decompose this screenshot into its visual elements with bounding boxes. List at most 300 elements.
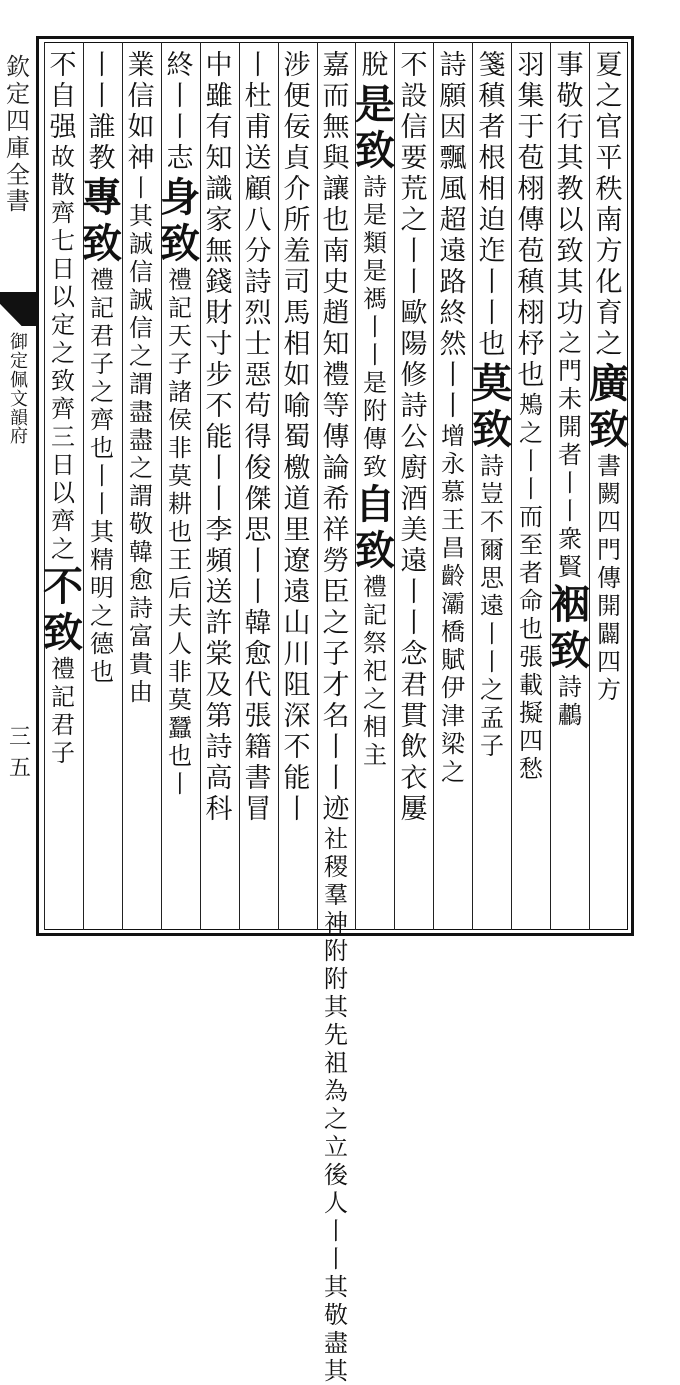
annotation-char: 丨 — [558, 469, 582, 497]
annotation-char: 闢 — [597, 620, 621, 648]
text-char: 喻 — [283, 391, 311, 422]
text-char: 教 — [556, 174, 584, 205]
text-char: 于 — [517, 112, 545, 143]
text-char: 迫 — [478, 205, 506, 236]
text-char: 苞 — [517, 143, 545, 174]
annotation-char: 其 — [324, 1357, 348, 1385]
annotation-char: 散 — [51, 171, 75, 199]
annotation-char: 也 — [90, 658, 114, 686]
annotation-char: 王 — [441, 506, 465, 534]
text-char: 丨 — [439, 391, 467, 422]
text-char: 終 — [439, 298, 467, 329]
text-char: 荒 — [400, 174, 428, 205]
annotation-char: 后 — [168, 574, 192, 602]
headword-char: 專 — [82, 174, 122, 221]
annotation-char: 丨 — [324, 1245, 348, 1273]
annotation-char: 門 — [597, 536, 621, 564]
text-char: 苟 — [244, 391, 272, 422]
text-char: 許 — [205, 608, 233, 639]
text-column — [121, 52, 161, 924]
text-char: 蜀 — [283, 422, 311, 453]
text-char: 脫 — [361, 50, 389, 81]
text-char: 迮 — [478, 236, 506, 267]
text-char: 超 — [439, 205, 467, 236]
text-char: 君 — [400, 670, 428, 701]
text-char: 司 — [283, 267, 311, 298]
annotation-char: 爾 — [480, 536, 504, 564]
text-char: 之 — [595, 81, 623, 112]
text-char: 傳 — [517, 205, 545, 236]
text-char: 衣 — [400, 763, 428, 794]
headword-char: 是 — [355, 81, 395, 128]
text-char: 功 — [556, 298, 584, 329]
text-char: 貞 — [283, 143, 311, 174]
text-char: 如 — [127, 112, 155, 143]
text-char: 飄 — [439, 143, 467, 174]
text-char: 稹 — [517, 267, 545, 298]
annotation-char: 鴂 — [519, 391, 543, 419]
headword-char: 身 — [160, 174, 200, 221]
text-char: 阻 — [283, 670, 311, 701]
text-char: 籍 — [244, 732, 272, 763]
annotation-char: 先 — [324, 1021, 348, 1049]
text-char: 烈 — [244, 298, 272, 329]
annotation-char: 其 — [324, 993, 348, 1021]
text-char: 廚 — [400, 453, 428, 484]
text-char: 書 — [244, 763, 272, 794]
annotation-char: 祖 — [324, 1049, 348, 1077]
text-char: 深 — [283, 701, 311, 732]
text-char: 業 — [127, 50, 155, 81]
text-char: 迹 — [322, 794, 350, 825]
text-char: 思 — [244, 515, 272, 546]
text-char: 丨 — [400, 236, 428, 267]
text-char: 集 — [517, 81, 545, 112]
text-char: 相 — [283, 329, 311, 360]
headword-char: 不 — [43, 563, 83, 610]
text-char: 丨 — [166, 81, 194, 112]
annotation-char: 之 — [519, 419, 543, 447]
annotation-char: 之 — [90, 378, 114, 406]
annotation-char: 定 — [51, 311, 75, 339]
text-column — [316, 50, 356, 1385]
text-char: 杜 — [244, 81, 272, 112]
text-char: 論 — [322, 453, 350, 484]
headword-char: 致 — [160, 220, 200, 267]
annotation-char: 也 — [168, 742, 192, 770]
annotation-char: 記 — [51, 683, 75, 711]
annotation-char: 稷 — [324, 853, 348, 881]
annotation-char: 丨 — [519, 447, 543, 475]
annotation-char: 人 — [168, 630, 192, 658]
text-column — [433, 52, 473, 924]
text-char: 致 — [556, 236, 584, 267]
annotation-char: 橋 — [441, 618, 465, 646]
text-char: 得 — [244, 422, 272, 453]
text-column — [160, 52, 200, 924]
annotation-char: 是 — [363, 369, 387, 397]
text-char: 歐 — [400, 298, 428, 329]
headword-char: 致 — [43, 609, 83, 656]
text-char: 勞 — [322, 546, 350, 577]
text-char: 南 — [322, 236, 350, 267]
text-char: 如 — [283, 360, 311, 391]
annotation-char: 之 — [129, 342, 153, 370]
annotation-char: 富 — [129, 622, 153, 650]
annotation-char: 莫 — [168, 462, 192, 490]
text-char: 不 — [49, 50, 77, 81]
annotation-char: 詩 — [129, 594, 153, 622]
text-char: 丨 — [322, 732, 350, 763]
annotation-char: 也 — [519, 615, 543, 643]
annotation-char: 之 — [51, 535, 75, 563]
text-char: 送 — [205, 577, 233, 608]
annotation-char: 丨 — [519, 475, 543, 503]
text-char: 丨 — [400, 608, 428, 639]
annotation-char: 附 — [363, 397, 387, 425]
headword-char: 致 — [589, 406, 629, 453]
text-char: 之 — [400, 205, 428, 236]
text-char: 箋 — [478, 50, 506, 81]
annotation-char: 張 — [519, 643, 543, 671]
annotation-char: 蠶 — [168, 714, 192, 742]
annotation-char: 祀 — [363, 657, 387, 685]
annotation-char: 德 — [90, 630, 114, 658]
annotation-char: 永 — [441, 450, 465, 478]
text-char: 路 — [439, 267, 467, 298]
annotation-char: 記 — [90, 294, 114, 322]
annotation-char: 謂 — [129, 482, 153, 510]
text-char: 分 — [244, 236, 272, 267]
annotation-char: 日 — [51, 451, 75, 479]
text-char: 丨 — [439, 360, 467, 391]
annotation-char: 明 — [90, 574, 114, 602]
text-char: 馬 — [283, 298, 311, 329]
text-char: 川 — [283, 639, 311, 670]
annotation-char: 鷫 — [558, 701, 582, 729]
annotation-char: 齡 — [441, 562, 465, 590]
text-char: 神 — [127, 143, 155, 174]
annotation-char: 羣 — [324, 881, 348, 909]
annotation-char: 齊 — [51, 507, 75, 535]
text-char: 趙 — [322, 298, 350, 329]
text-char: 之 — [595, 329, 623, 360]
text-char: 誰 — [88, 112, 116, 143]
annotation-char: 是 — [363, 201, 387, 229]
annotation-char: 至 — [519, 531, 543, 559]
text-char: 有 — [205, 112, 233, 143]
annotation-char: 而 — [519, 503, 543, 531]
text-char: 貫 — [400, 701, 428, 732]
annotation-char: 諸 — [168, 378, 192, 406]
text-char: 士 — [244, 329, 272, 360]
annotation-char: 孟 — [480, 704, 504, 732]
annotation-char: 之 — [558, 329, 582, 357]
text-char: 化 — [595, 267, 623, 298]
text-column — [199, 52, 239, 924]
text-char: 稹 — [478, 81, 506, 112]
text-char: 禮 — [322, 360, 350, 391]
annotation-char: 詩 — [558, 673, 582, 701]
text-char: 錢 — [205, 267, 233, 298]
text-char: 其 — [556, 143, 584, 174]
headword-char: 自 — [355, 481, 395, 528]
annotation-char: 開 — [597, 592, 621, 620]
text-char: 高 — [205, 763, 233, 794]
annotation-char: 之 — [480, 676, 504, 704]
text-char: 俊 — [244, 453, 272, 484]
annotation-char: 精 — [90, 546, 114, 574]
annotation-char: 記 — [168, 294, 192, 322]
text-char: 介 — [283, 174, 311, 205]
text-char: 丨 — [478, 298, 506, 329]
text-column — [43, 52, 83, 924]
annotation-char: 思 — [480, 564, 504, 592]
text-char: 敬 — [556, 81, 584, 112]
text-char: 八 — [244, 205, 272, 236]
annotation-char: 津 — [441, 702, 465, 730]
annotation-char: 梁 — [441, 730, 465, 758]
annotation-char: 者 — [519, 559, 543, 587]
annotation-char: 盡 — [324, 1329, 348, 1357]
annotation-char: 愈 — [129, 566, 153, 594]
text-char: 代 — [244, 670, 272, 701]
annotation-char: 人 — [324, 1189, 348, 1217]
annotation-char: 後 — [324, 1161, 348, 1189]
text-char: 而 — [322, 81, 350, 112]
text-char: 便 — [283, 81, 311, 112]
text-char: 丨 — [283, 794, 311, 825]
annotation-char: 天 — [168, 322, 192, 350]
text-char: 教 — [88, 143, 116, 174]
annotation-char: 丨 — [324, 1217, 348, 1245]
annotation-char: 丨 — [558, 497, 582, 525]
headword-char: 致 — [355, 527, 395, 574]
annotation-char: 之 — [51, 339, 75, 367]
text-column — [355, 52, 395, 924]
text-char: 無 — [322, 112, 350, 143]
annotation-char: 不 — [480, 508, 504, 536]
text-char: 涉 — [283, 50, 311, 81]
text-char: 願 — [439, 81, 467, 112]
text-char: 無 — [205, 236, 233, 267]
text-char: 財 — [205, 298, 233, 329]
page-number: 三五 — [8, 725, 31, 781]
annotation-char: 闕 — [597, 480, 621, 508]
text-char: 然 — [439, 329, 467, 360]
annotation-char: 信 — [129, 314, 153, 342]
annotation-char: 愁 — [519, 755, 543, 783]
text-char: 不 — [205, 391, 233, 422]
text-char: 以 — [556, 205, 584, 236]
annotation-char: 誠 — [129, 230, 153, 258]
text-char: 遠 — [283, 577, 311, 608]
annotation-char: 日 — [51, 255, 75, 283]
annotation-char: 衆 — [558, 525, 582, 553]
text-char: 讓 — [322, 174, 350, 205]
text-char: 寸 — [205, 329, 233, 360]
text-char: 方 — [595, 236, 623, 267]
annotation-char: 之 — [363, 685, 387, 713]
text-char: 丨 — [244, 546, 272, 577]
text-char: 者 — [478, 112, 506, 143]
annotation-char: 丨 — [90, 490, 114, 518]
annotation-char: 敬 — [324, 1301, 348, 1329]
annotation-char: 門 — [558, 357, 582, 385]
text-column — [589, 52, 629, 924]
headword-char: 致 — [355, 127, 395, 174]
annotation-char: 開 — [558, 413, 582, 441]
annotation-char: 也 — [168, 518, 192, 546]
text-char: 佞 — [283, 112, 311, 143]
annotation-char: 致 — [363, 453, 387, 481]
annotation-char: 命 — [519, 587, 543, 615]
headword-char: 莫 — [472, 360, 512, 407]
annotation-char: 禮 — [168, 266, 192, 294]
text-char: 丨 — [166, 112, 194, 143]
annotation-char: 君 — [51, 711, 75, 739]
annotation-char: 者 — [558, 441, 582, 469]
annotation-char: 以 — [51, 283, 75, 311]
annotation-char: 由 — [129, 678, 153, 706]
text-char: 强 — [49, 112, 77, 143]
text-char: 官 — [595, 112, 623, 143]
text-char: 根 — [478, 143, 506, 174]
annotation-char: 記 — [363, 601, 387, 629]
fish-tail-mark — [0, 292, 36, 326]
annotation-char: 丨 — [363, 341, 387, 369]
annotation-char: 君 — [90, 322, 114, 350]
annotation-char: 丨 — [129, 174, 153, 202]
text-char: 其 — [556, 267, 584, 298]
text-char: 李 — [205, 515, 233, 546]
text-char: 與 — [322, 143, 350, 174]
annotation-char: 禮 — [51, 655, 75, 683]
text-char: 要 — [400, 143, 428, 174]
text-char: 才 — [322, 670, 350, 701]
text-char: 步 — [205, 360, 233, 391]
text-char: 不 — [400, 50, 428, 81]
text-char: 丨 — [244, 577, 272, 608]
text-char: 所 — [283, 205, 311, 236]
text-char: 丨 — [400, 577, 428, 608]
text-char: 詩 — [439, 50, 467, 81]
annotation-char: 致 — [51, 367, 75, 395]
text-char: 行 — [556, 112, 584, 143]
text-char: 育 — [595, 298, 623, 329]
annotation-char: 四 — [519, 727, 543, 755]
text-char: 之 — [322, 608, 350, 639]
text-char: 詩 — [205, 732, 233, 763]
annotation-char: 是 — [363, 257, 387, 285]
text-char: 陽 — [400, 329, 428, 360]
text-char: 傑 — [244, 484, 272, 515]
text-char: 希 — [322, 484, 350, 515]
annotation-char: 類 — [363, 229, 387, 257]
annotation-char: 誠 — [129, 286, 153, 314]
annotation-char: 灞 — [441, 590, 465, 618]
text-char: 頻 — [205, 546, 233, 577]
text-char: 等 — [322, 391, 350, 422]
annotation-char: 子 — [90, 350, 114, 378]
text-char: 酒 — [400, 484, 428, 515]
text-char: 事 — [556, 50, 584, 81]
text-char: 不 — [283, 732, 311, 763]
text-char: 能 — [283, 763, 311, 794]
annotation-char: 詩 — [363, 173, 387, 201]
annotation-char: 方 — [597, 676, 621, 704]
text-column — [472, 52, 512, 924]
text-char: 也 — [322, 205, 350, 236]
headword-char: 致 — [82, 220, 122, 267]
text-char: 丨 — [478, 267, 506, 298]
annotation-char: 信 — [129, 258, 153, 286]
text-char: 第 — [205, 701, 233, 732]
annotation-char: 附 — [324, 965, 348, 993]
annotation-char: 詩 — [480, 452, 504, 480]
text-char: 嘉 — [322, 50, 350, 81]
text-column — [550, 52, 590, 924]
text-char: 傳 — [322, 422, 350, 453]
annotation-char: 謂 — [129, 370, 153, 398]
annotation-char: 非 — [168, 658, 192, 686]
text-char: 丨 — [400, 267, 428, 298]
text-column — [82, 52, 122, 924]
text-char: 詩 — [400, 391, 428, 422]
annotation-char: 載 — [519, 671, 543, 699]
annotation-char: 傳 — [597, 564, 621, 592]
text-char: 屢 — [400, 794, 428, 825]
text-char: 張 — [244, 701, 272, 732]
annotation-char: 齊 — [51, 199, 75, 227]
annotation-char: 非 — [168, 434, 192, 462]
text-char: 科 — [205, 794, 233, 825]
book-title: 欽定四庫全書 — [6, 53, 30, 216]
text-char: 棠 — [205, 639, 233, 670]
annotation-char: 傳 — [363, 425, 387, 453]
text-char: 終 — [166, 50, 194, 81]
text-char: 中 — [205, 50, 233, 81]
annotation-char: 書 — [597, 452, 621, 480]
annotation-char: 擬 — [519, 699, 543, 727]
annotation-char: 敬 — [129, 510, 153, 538]
text-char: 雖 — [205, 81, 233, 112]
text-char: 甫 — [244, 112, 272, 143]
text-char: 能 — [205, 422, 233, 453]
text-char: 也 — [478, 329, 506, 360]
text-char: 因 — [439, 112, 467, 143]
annotation-char: 禮 — [363, 573, 387, 601]
text-column — [238, 52, 278, 924]
annotation-char: 莫 — [168, 686, 192, 714]
annotation-char: 禮 — [90, 266, 114, 294]
text-char: 名 — [322, 701, 350, 732]
text-char: 秩 — [595, 174, 623, 205]
text-column — [511, 52, 551, 924]
text-char: 史 — [322, 267, 350, 298]
annotation-char: 韓 — [129, 538, 153, 566]
annotation-char: 賦 — [441, 646, 465, 674]
annotation-char: 盡 — [129, 426, 153, 454]
annotation-char: 其 — [324, 1273, 348, 1301]
annotation-char: 慕 — [441, 478, 465, 506]
text-char: 知 — [205, 143, 233, 174]
text-char: 顧 — [244, 174, 272, 205]
annotation-char: 以 — [51, 479, 75, 507]
text-char: 栩 — [517, 298, 545, 329]
text-char: 設 — [400, 81, 428, 112]
text-char: 美 — [400, 515, 428, 546]
